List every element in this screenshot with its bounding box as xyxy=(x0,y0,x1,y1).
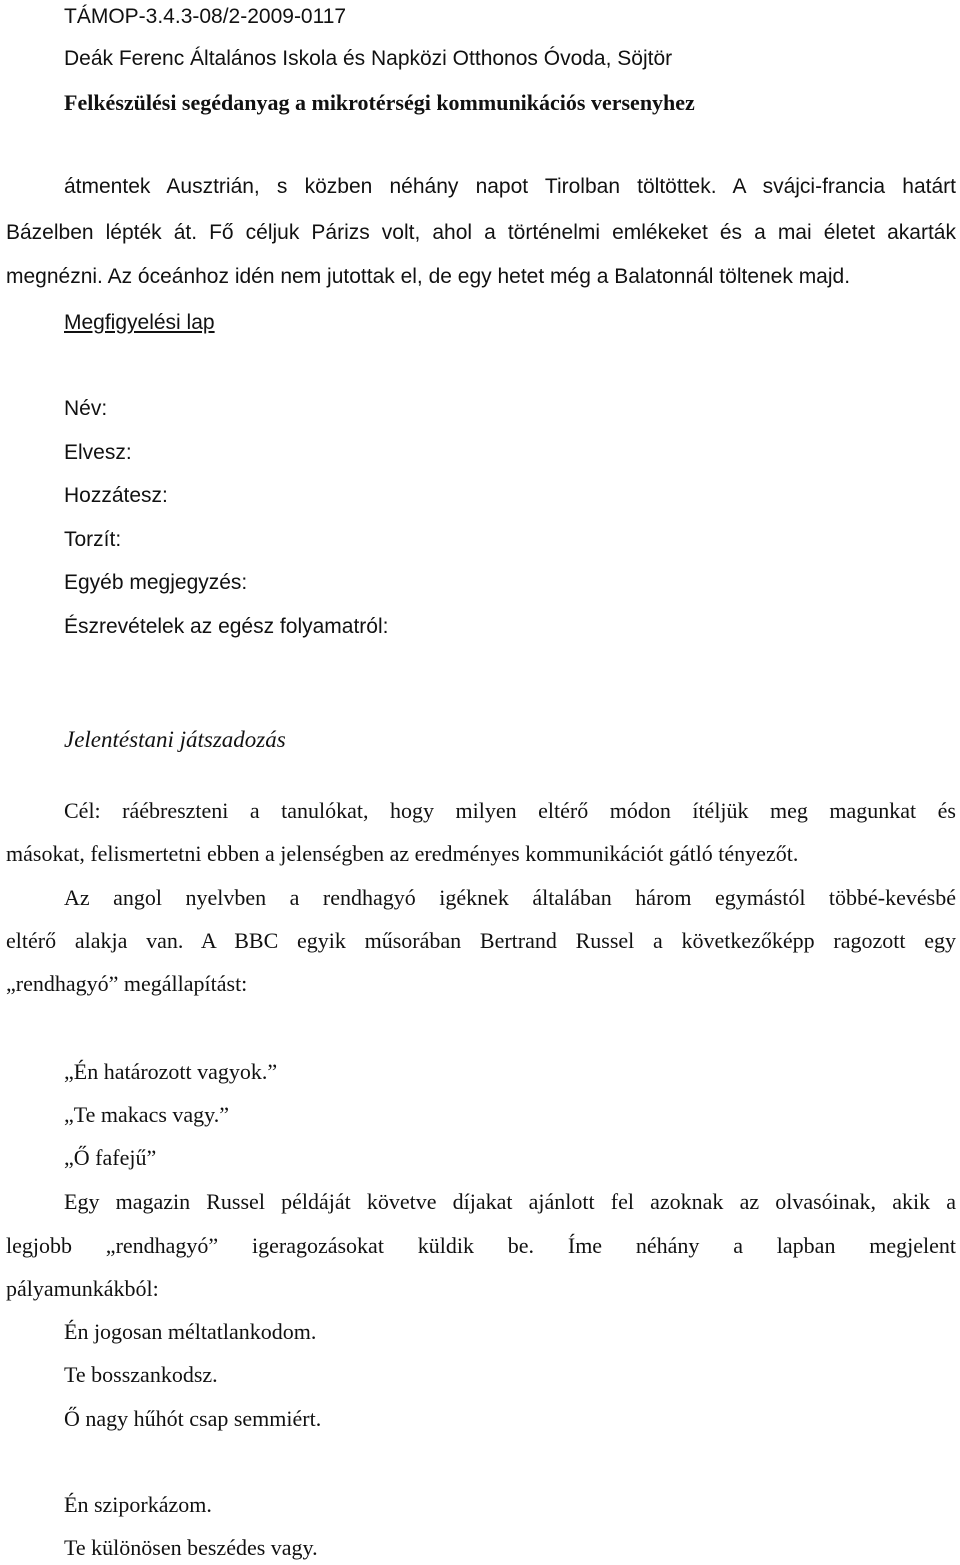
section-title: Jelentéstani játszadozás xyxy=(64,727,286,752)
entry-1: Én jogosan méltatlankodom. xyxy=(64,1319,317,1344)
observation-sheet-title: Megfigyelési lap xyxy=(64,311,215,334)
document-code: TÁMOP-3.4.3-08/2-2009-0117 xyxy=(64,5,347,28)
intro-line-2: Bázelben lépték át. Fő céljuk Párizs volt, ahol a történelmi emlékeket és a mai életet akarták xyxy=(6,221,956,244)
entry-2: Te bosszankodsz. xyxy=(64,1362,218,1387)
entry-3: Ő nagy hűhót csap semmiért. xyxy=(64,1406,322,1431)
russel-example-1: „Én határozott vagyok.” xyxy=(64,1059,278,1084)
intro-line-3: megnézni. Az óceánhoz idén nem jutottak el, de egy hetet még a Balatonnál töltenek majd. xyxy=(6,265,851,288)
goal-line-2: másokat, felismertetni ebben a jelenségben az eredményes kommunikációt gátló tényezőt. xyxy=(6,841,799,866)
para1-line-2: eltérő alakja van. A BBC egyik műsorában Bertrand Russel a következőképp ragozott egy xyxy=(6,928,956,953)
entry-5: Te különösen beszédes vagy. xyxy=(64,1535,318,1560)
para1-line-1: Az angol nyelvben a rendhagyó igéknek általában három egymástól többé-kevésbé xyxy=(64,885,956,910)
field-observations-label: Észrevételek az egész folyamatról: xyxy=(64,615,389,638)
intro-line-1: átmentek Ausztrián, s közben néhány napot Tirolban töltöttek. A svájci-francia határt xyxy=(64,175,956,198)
document-title: Felkészülési segédanyag a mikrotérségi kommunikációs versenyhez xyxy=(64,90,695,115)
field-distorts-label: Torzít: xyxy=(64,528,122,551)
field-name-label: Név: xyxy=(64,397,108,420)
para2-line-2: legjobb „rendhagyó” igeragozásokat küldik be. Íme néhány a lapban megjelent xyxy=(6,1233,956,1258)
school-name: Deák Ferenc Általános Iskola és Napközi Otthonos Óvoda, Söjtör xyxy=(64,47,673,70)
para2-line-1: Egy magazin Russel példáját követve díjakat ajánlott fel azoknak az olvasóinak, akik a xyxy=(64,1189,956,1214)
field-adds-label: Hozzátesz: xyxy=(64,484,168,507)
russel-example-3: „Ő fafejű” xyxy=(64,1145,157,1170)
para1-line-3: „rendhagyó” megállapítást: xyxy=(6,971,248,996)
para2-line-3: pályamunkákból: xyxy=(6,1276,159,1301)
field-removes-label: Elvesz: xyxy=(64,441,132,464)
russel-example-2: „Te makacs vagy.” xyxy=(64,1102,229,1127)
goal-line-1: Cél: ráébreszteni a tanulókat, hogy milyen eltérő módon ítéljük meg magunkat és xyxy=(64,798,956,823)
entry-4: Én sziporkázom. xyxy=(64,1492,212,1517)
field-other-notes-label: Egyéb megjegyzés: xyxy=(64,571,248,594)
